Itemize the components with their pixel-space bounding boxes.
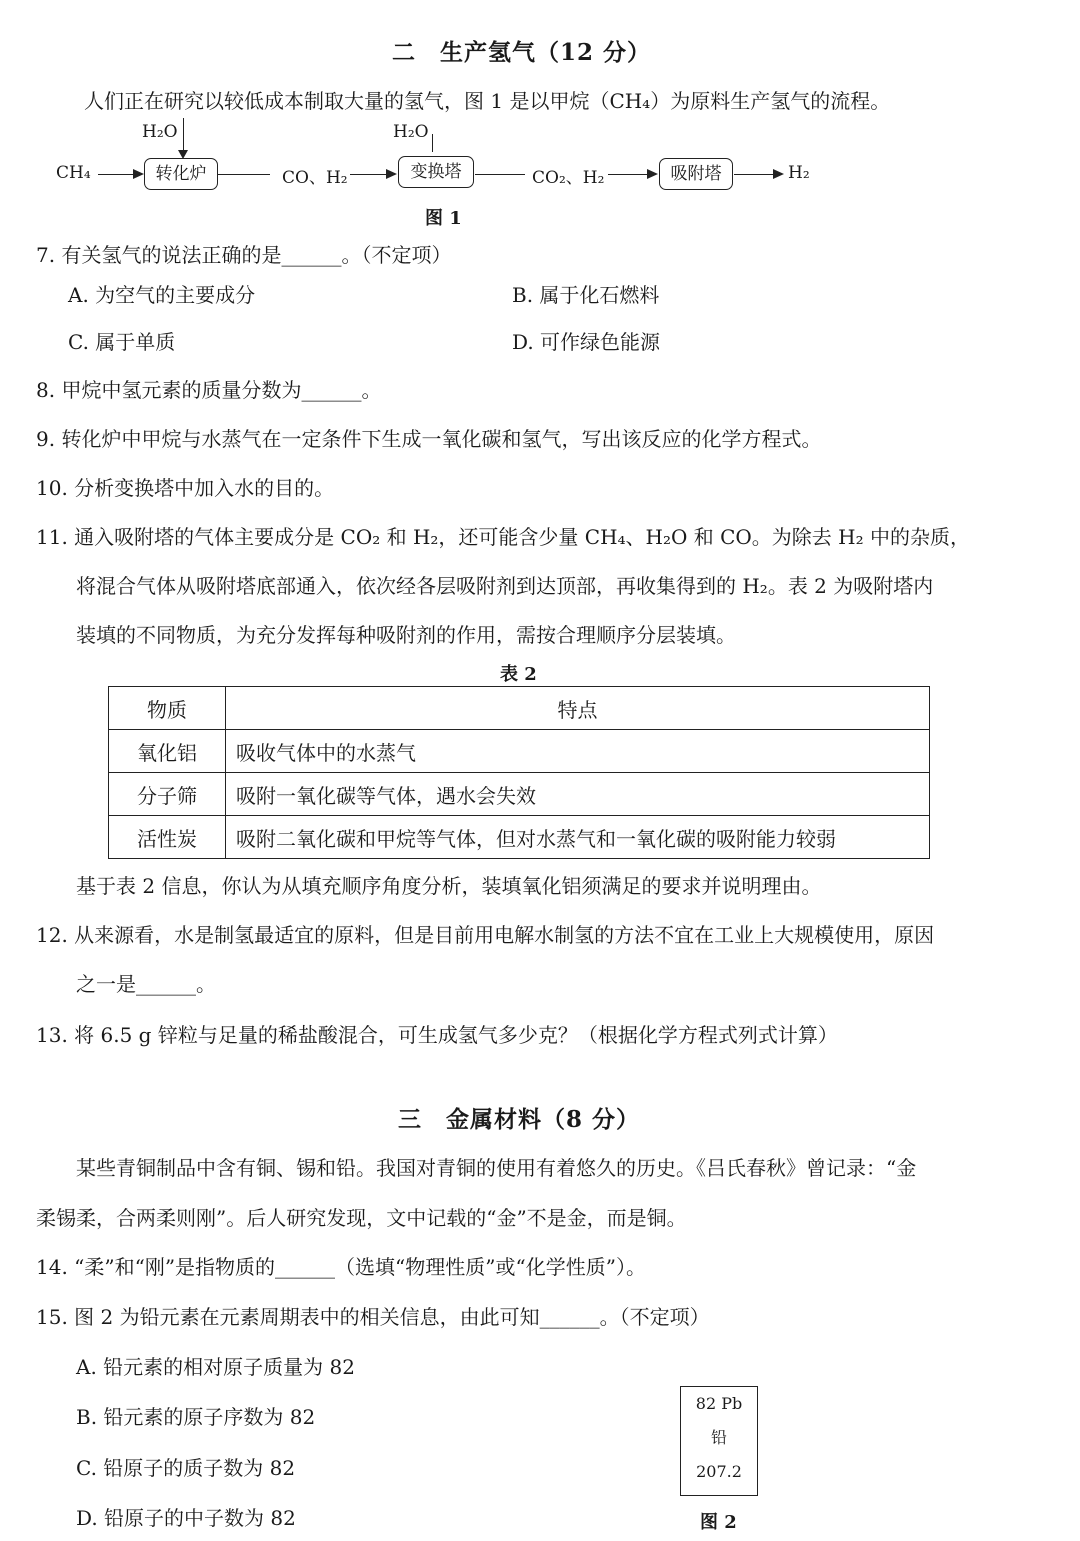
section-3-intro-line-1: 某些青铜制品中含有铜、锡和铅。我国对青铜的使用有着悠久的历史。《吕氏春秋》曾记录：“金 <box>76 1156 917 1180</box>
question-10: 10. 分析变换塔中加入水的目的。 <box>36 476 335 500</box>
question-14: 14. “柔”和“刚”是指物质的______（选填“物理性质”或“化学性质”）。 <box>36 1255 646 1279</box>
element-atomic-mass: 207.2 <box>696 1462 742 1481</box>
table-header-cell: 物质 <box>109 687 226 730</box>
flow-water-input-2: H₂O <box>393 122 429 142</box>
question-15-stem: 15. 图 2 为铅元素在元素周期表中的相关信息，由此可知______。（不定项） <box>36 1305 710 1329</box>
question-7-option-a: A. 为空气的主要成分 <box>68 283 256 307</box>
table-cell-substance: 分子筛 <box>109 773 226 816</box>
flow-arrow <box>350 174 395 175</box>
table-2-caption: 表 2 <box>500 664 537 685</box>
question-7-option-d: D. 可作绿色能源 <box>512 330 661 354</box>
question-12-line-1: 12. 从来源看，水是制氢最适宜的原料，但是目前用电解水制氢的方法不宜在工业上大规模使用，原因 <box>36 923 935 947</box>
flow-mid-co-h2: CO、H₂ <box>282 168 348 188</box>
question-15-option-c: C. 铅原子的质子数为 82 <box>76 1456 296 1480</box>
question-11-followup: 基于表 2 信息，你认为从填充顺序角度分析，装填氧化铝须满足的要求并说明理由。 <box>76 874 822 898</box>
question-9: 9. 转化炉中甲烷与水蒸气在一定条件下生成一氧化碳和氢气，写出该反应的化学方程式。 <box>36 427 822 451</box>
periodic-table-cell-lead <box>680 1386 758 1496</box>
question-11-line-1: 11. 通入吸附塔的气体主要成分是 CO₂ 和 H₂，还可能含少量 CH₄、H₂O 和 CO。为除去 H₂ 中的杂质， <box>36 525 970 549</box>
flow-box-reformer: 转化炉 <box>144 158 218 190</box>
flow-mid-co2-h2: CO₂、H₂ <box>532 168 605 188</box>
question-7-option-c: C. 属于单质 <box>68 330 176 354</box>
figure-1-caption: 图 1 <box>425 208 462 229</box>
element-name: 铅 <box>710 1428 727 1447</box>
section-2-intro: 人们正在研究以较低成本制取大量的氢气，图 1 是以甲烷（CH₄）为原料生产氢气的流程。 <box>84 89 891 113</box>
element-number-symbol: 82 Pb <box>695 1394 743 1413</box>
table-row <box>109 730 930 773</box>
flow-input-ch4: CH₄ <box>56 163 91 183</box>
table-header-row <box>109 687 930 730</box>
table-row <box>109 816 930 859</box>
flow-arrow-down <box>183 118 184 154</box>
question-15-option-b: B. 铅元素的原子序数为 82 <box>76 1405 316 1429</box>
section-2-title: 二 生产氢气（12 分） <box>392 39 652 66</box>
flow-box-shift-tower: 变换塔 <box>398 156 474 188</box>
question-15-option-a: A. 铅元素的相对原子质量为 82 <box>76 1355 355 1379</box>
figure-2-caption: 图 2 <box>700 1512 737 1533</box>
table-cell-feature: 吸附二氧化碳和甲烷等气体，但对水蒸气和一氧化碳的吸附能力较弱 <box>226 816 930 859</box>
table-header-cell: 特点 <box>226 687 930 730</box>
flow-water-input-1: H₂O <box>142 122 178 142</box>
question-11-line-2: 将混合气体从吸附塔底部通入，依次经各层吸附剂到达顶部，再收集得到的 H₂。表 2 为吸附塔内 <box>76 574 934 598</box>
flow-arrow-down <box>432 134 433 152</box>
section-3-title: 三 金属材料（8 分） <box>398 1106 641 1133</box>
table-2 <box>108 686 930 859</box>
flow-arrow <box>608 174 656 175</box>
question-8: 8. 甲烷中氢元素的质量分数为______。 <box>36 378 382 402</box>
question-7-option-b: B. 属于化石燃料 <box>512 283 660 307</box>
flow-line <box>475 174 525 175</box>
table-cell-feature: 吸收气体中的水蒸气 <box>226 730 930 773</box>
table-cell-feature: 吸附一氧化碳等气体，遇水会失效 <box>226 773 930 816</box>
flow-output-h2: H₂ <box>788 163 810 183</box>
question-11-line-3: 装填的不同物质，为充分发挥每种吸附剂的作用，需按合理顺序分层装填。 <box>76 623 736 647</box>
section-3-intro-line-2: 柔锡柔，合两柔则刚”。后人研究发现，文中记载的“金”不是金，而是铜。 <box>36 1206 687 1230</box>
flow-line <box>218 174 270 175</box>
question-15-option-d: D. 铅原子的中子数为 82 <box>76 1506 296 1530</box>
question-13: 13. 将 6.5 g 锌粒与足量的稀盐酸混合，可生成氢气多少克？（根据化学方程式列式计算） <box>36 1023 838 1047</box>
flow-arrow <box>734 174 782 175</box>
flow-box-adsorption-tower: 吸附塔 <box>659 158 733 190</box>
question-12-line-2: 之一是______。 <box>76 972 216 996</box>
flow-arrow <box>98 174 142 175</box>
question-7-stem: 7. 有关氢气的说法正确的是______。（不定项） <box>36 243 452 267</box>
flow-arrowhead-down <box>178 150 188 159</box>
table-cell-substance: 活性炭 <box>109 816 226 859</box>
table-cell-substance: 氧化铝 <box>109 730 226 773</box>
table-row <box>109 773 930 816</box>
